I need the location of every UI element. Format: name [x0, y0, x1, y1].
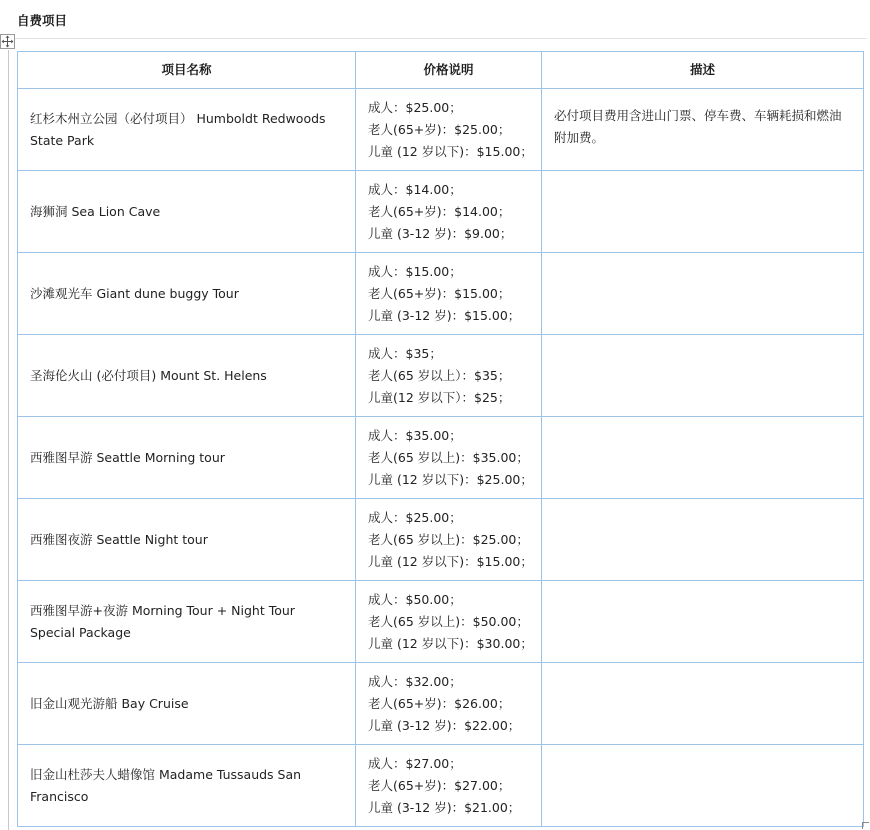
price-cell[interactable]: [356, 499, 542, 581]
table-row: [18, 171, 864, 253]
price-child: 儿童 (3-12 岁)：$21.00；: [368, 799, 521, 815]
column-header-name: 项目名称: [18, 52, 356, 89]
price-child: 儿童 (12 岁以下)：$15.00；: [368, 553, 533, 569]
item-name-cell[interactable]: 西雅图夜游 Seattle Night tour: [18, 499, 356, 581]
table-header-row: [18, 52, 864, 89]
description-cell[interactable]: 必付项目费用含进山门票、停车费、车辆耗损和燃油附加费。: [542, 89, 864, 171]
description-cell[interactable]: [542, 745, 864, 827]
table-row: [18, 499, 864, 581]
table-move-handle-icon[interactable]: [0, 34, 15, 49]
heading-divider: [12, 38, 867, 39]
price-adult: 成人：$27.00；: [368, 755, 462, 771]
price-senior: 老人(65+岁)：$25.00；: [368, 121, 511, 137]
table-row: [18, 253, 864, 335]
table-row: [18, 581, 864, 663]
price-adult: 成人：$50.00；: [368, 591, 462, 607]
price-child: 儿童 (12 岁以下)：$30.00；: [368, 635, 533, 651]
description-cell[interactable]: [542, 253, 864, 335]
price-senior: 老人(65 岁以上)：$35.00；: [368, 449, 529, 465]
price-cell[interactable]: [356, 253, 542, 335]
item-name-cell[interactable]: 旧金山杜莎夫人蜡像馆 Madame Tussauds San Francisco: [18, 745, 356, 827]
table-row: [18, 89, 864, 171]
description-cell[interactable]: [542, 581, 864, 663]
margin-guide: [8, 50, 9, 830]
price-cell[interactable]: [356, 335, 542, 417]
column-header-price: 价格说明: [356, 52, 542, 89]
description-cell[interactable]: [542, 417, 864, 499]
price-senior: 老人(65+岁)：$27.00；: [368, 777, 511, 793]
price-child: 儿童 (3-12 岁)：$22.00；: [368, 717, 521, 733]
item-name-cell[interactable]: 西雅图早游+夜游 Morning Tour + Night Tour Special Package: [18, 581, 356, 663]
price-child: 儿童 (12 岁以下)：$25.00；: [368, 471, 533, 487]
price-cell[interactable]: [356, 663, 542, 745]
price-cell[interactable]: [356, 417, 542, 499]
item-name-cell[interactable]: 海狮洞 Sea Lion Cave: [18, 171, 356, 253]
column-header-description: 描述: [542, 52, 864, 89]
description-cell[interactable]: [542, 663, 864, 745]
price-cell[interactable]: [356, 171, 542, 253]
price-adult: 成人：$14.00；: [368, 181, 462, 197]
description-cell[interactable]: [542, 499, 864, 581]
price-child: 儿童 (3-12 岁)：$15.00；: [368, 307, 521, 323]
price-adult: 成人：$35.00；: [368, 427, 462, 443]
price-adult: 成人：$32.00；: [368, 673, 462, 689]
item-name-cell[interactable]: 西雅图早游 Seattle Morning tour: [18, 417, 356, 499]
price-adult: 成人：$25.00；: [368, 99, 462, 115]
price-child: 儿童(12 岁以下）：$25；: [368, 389, 511, 405]
price-senior: 老人(65+岁)：$26.00；: [368, 695, 511, 711]
item-name-cell[interactable]: 旧金山观光游船 Bay Cruise: [18, 663, 356, 745]
price-adult: 成人：$15.00；: [368, 263, 462, 279]
page-corner-mark: [862, 822, 869, 829]
table-row: [18, 663, 864, 745]
price-child: 儿童 (12 岁以下)：$15.00；: [368, 143, 533, 159]
price-senior: 老人(65+岁)：$14.00；: [368, 203, 511, 219]
price-senior: 老人(65 岁以上)：$25.00；: [368, 531, 529, 547]
price-adult: 成人：$35；: [368, 345, 442, 361]
table-row: [18, 335, 864, 417]
price-cell[interactable]: [356, 89, 542, 171]
price-senior: 老人(65+岁)：$15.00；: [368, 285, 511, 301]
price-senior: 老人(65 岁以上)：$50.00；: [368, 613, 529, 629]
price-child: 儿童 (3-12 岁)：$9.00；: [368, 225, 513, 241]
price-cell[interactable]: [356, 745, 542, 827]
description-cell[interactable]: [542, 171, 864, 253]
item-name-cell[interactable]: 沙滩观光车 Giant dune buggy Tour: [18, 253, 356, 335]
price-adult: 成人：$25.00；: [368, 509, 462, 525]
optional-tours-table: [17, 51, 864, 827]
description-cell[interactable]: [542, 335, 864, 417]
item-name-cell[interactable]: 圣海伦火山 (必付项目) Mount St. Helens: [18, 335, 356, 417]
table-row: [18, 745, 864, 827]
price-senior: 老人(65 岁以上）：$35；: [368, 367, 511, 383]
section-heading: 自费项目: [17, 13, 68, 28]
price-cell[interactable]: [356, 581, 542, 663]
item-name-cell[interactable]: 红杉木州立公园（必付项目） Humboldt Redwoods State Park: [18, 89, 356, 171]
table-row: [18, 417, 864, 499]
